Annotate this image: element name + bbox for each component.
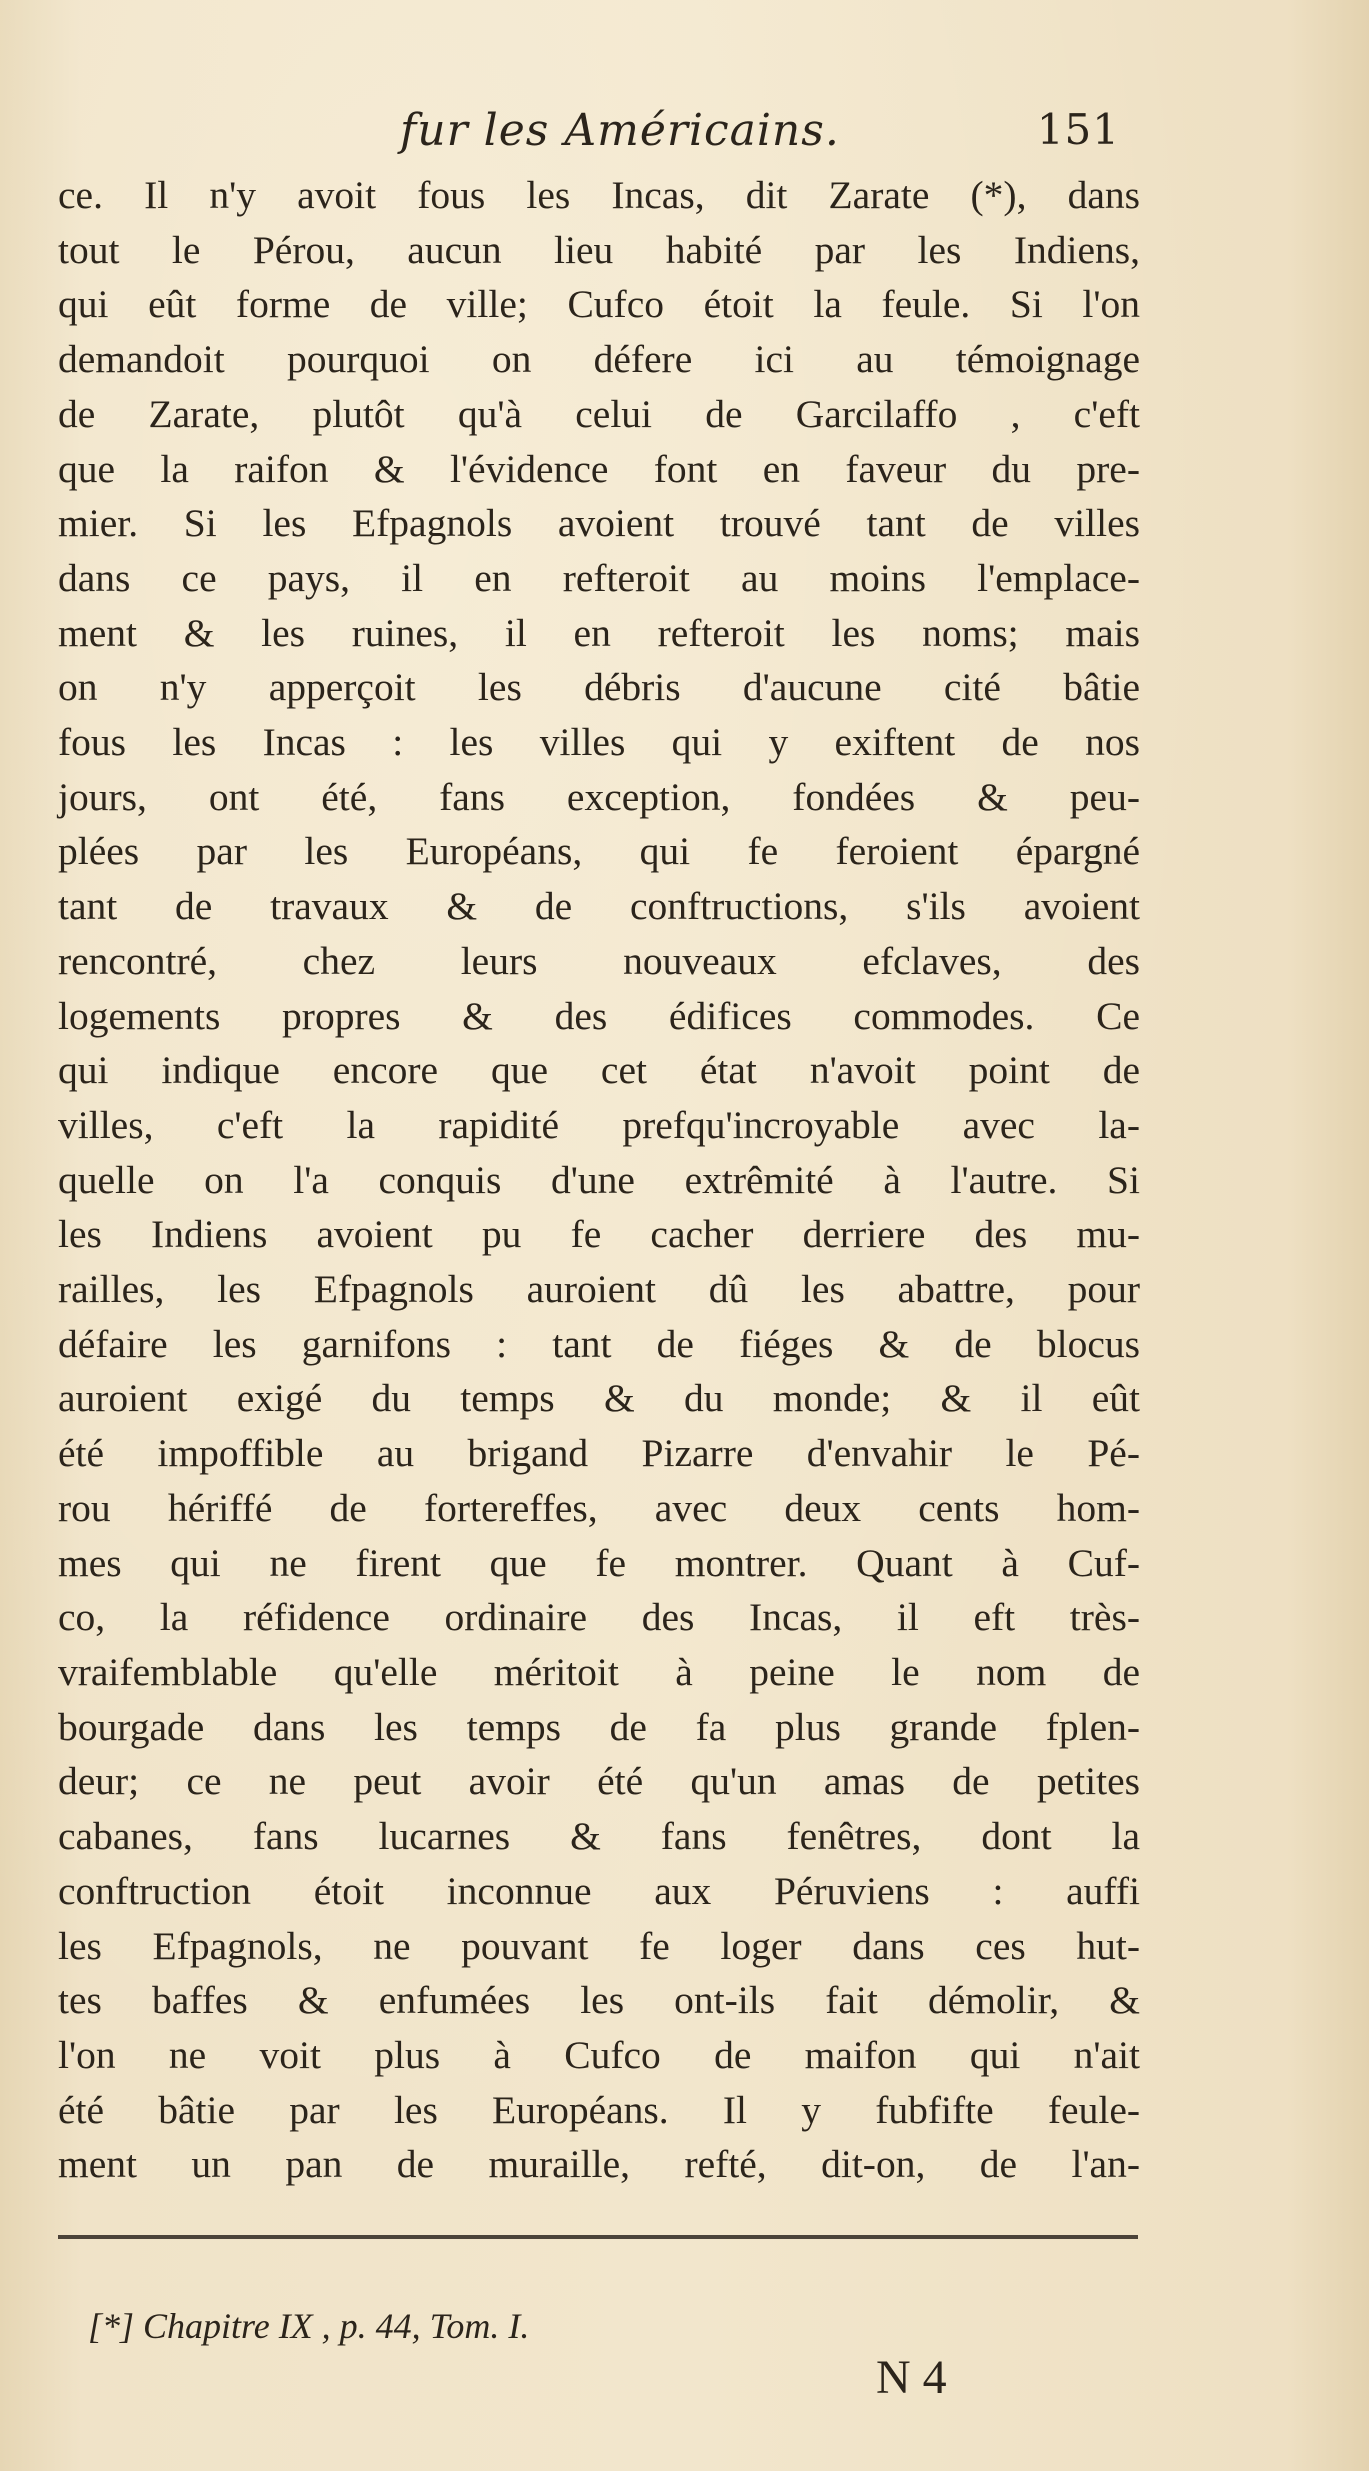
text-line: conftruction étoit inconnue aux Péruviens : auffi [58,1868,1140,1913]
text-line: mes qui ne firent que fe montrer. Quant à Cuf- [58,1540,1140,1585]
text-line: railles, les Efpagnols auroient dû les abattre, pour [58,1267,1140,1312]
text-line: les Efpagnols, ne pouvant fe loger dans ces hut- [58,1923,1140,1968]
text-line: qui indique encore que cet état n'avoit point de [58,1048,1140,1093]
text-line: plées par les Européans, qui fe feroient épargné [58,829,1140,874]
text-line: demandoit pourquoi on défere ici au témoignage [58,337,1140,382]
text-line: jours, ont été, fans exception, fondées & peu- [58,774,1140,819]
footnote: [*] Chapitre IX , p. 44, Tom. I. [88,2306,530,2346]
page-number: 151 [1036,105,1120,154]
text-line: ment & les ruines, il en refteroit les noms; mais [58,610,1140,655]
text-line: été impoffible au brigand Pizarre d'envahir le Pé- [58,1431,1140,1476]
text-line: rencontré, chez leurs nouveaux efclaves, des [58,938,1140,983]
running-title: fur les Américains. [400,105,840,156]
footnote-rule [58,2235,1138,2239]
text-line: rou hériffé de fortereffes, avec deux cents hom- [58,1485,1140,1530]
running-head [400,105,1120,165]
text-line: bourgade dans les temps de fa plus grande fplen- [58,1704,1140,1749]
text-line: cabanes, fans lucarnes & fans fenêtres, dont la [58,1814,1140,1859]
text-line: fous les Incas : les villes qui y exiftent de nos [58,720,1140,765]
text-line: co, la réfidence ordinaire des Incas, il eft très- [58,1595,1140,1640]
text-line: dans ce pays, il en refteroit au moins l'emplace- [58,555,1140,600]
text-line: tant de travaux & de conftructions, s'ils avoient [58,884,1140,929]
signature-mark: N 4 [876,2351,947,2404]
text-line: tout le Pérou, aucun lieu habité par les Indiens, [58,227,1140,272]
text-line: les Indiens avoient pu fe cacher derriere des mu- [58,1212,1140,1257]
text-line: été bâtie par les Européans. Il y fubfifte feule- [58,2087,1140,2132]
text-line: qui eût forme de ville; Cufco étoit la feule. Si l'on [58,282,1140,327]
text-line: vraifemblable qu'elle méritoit à peine le nom de [58,1649,1140,1694]
text-line: auroient exigé du temps & du monde; & il eût [58,1376,1140,1421]
text-line: ment un pan de muraille, refté, dit-on, de l'an- [58,2142,1140,2187]
text-line: que la raifon & l'évidence font en faveur du pre- [58,446,1140,491]
text-line: mier. Si les Efpagnols avoient trouvé tant de villes [58,501,1140,546]
text-line: ce. Il n'y avoit fous les Incas, dit Zarate (*), dans [58,173,1140,217]
text-line: deur; ce ne peut avoir été qu'un amas de petites [58,1759,1140,1804]
text-line: tes baffes & enfumées les ont-ils fait démolir, & [58,1978,1140,2023]
body-text [58,168,1140,2192]
text-line: défaire les garnifons : tant de fiéges & de blocus [58,1321,1140,1366]
text-line: villes, c'eft la rapidité prefqu'incroyable avec la- [58,1102,1140,1147]
text-line: l'on ne voit plus à Cufco de maifon qui n'ait [58,2032,1140,2077]
text-line: quelle on l'a conquis d'une extrêmité à l'autre. Si [58,1157,1140,1202]
text-line: logements propres & des édifices commodes. Ce [58,993,1140,1038]
text-line: de Zarate, plutôt qu'à celui de Garcilaffo , c'eft [58,391,1140,436]
text-line: on n'y apperçoit les débris d'aucune cité bâtie [58,665,1140,710]
